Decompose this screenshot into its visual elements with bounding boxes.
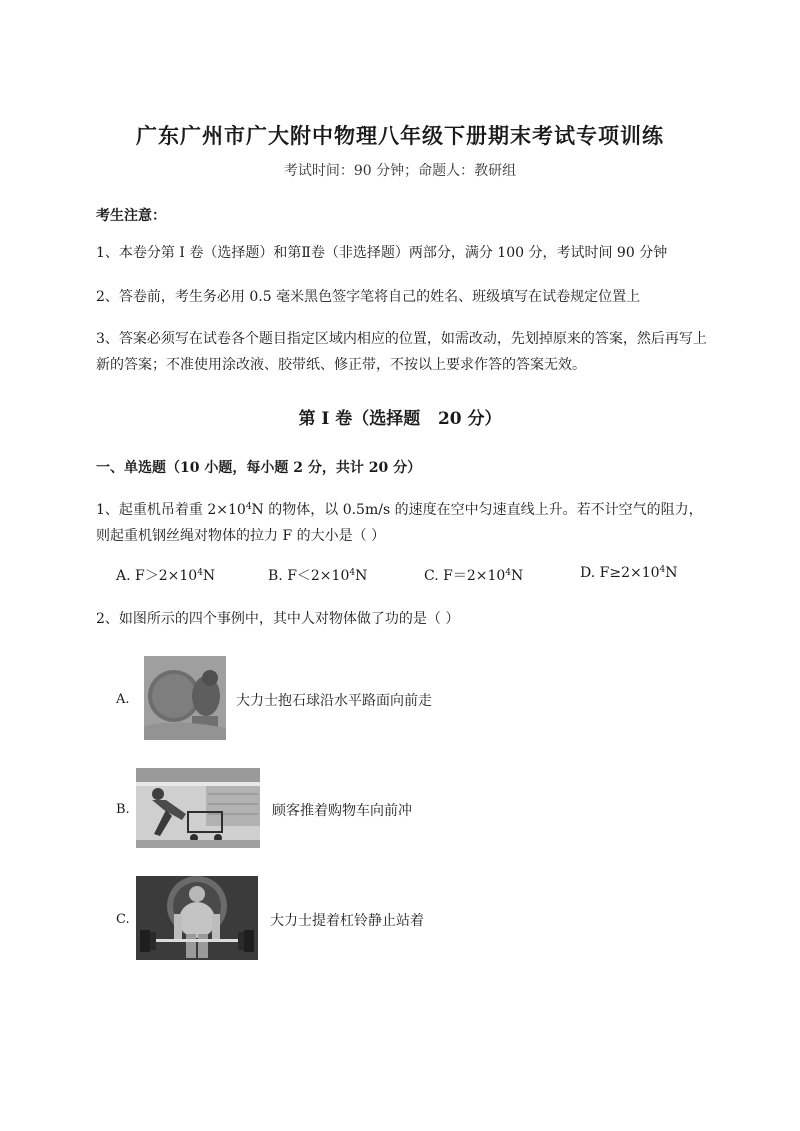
notice-item-1: 1、本卷分第 I 卷（选择题）和第Ⅱ卷（非选择题）两部分，满分 100 分，考试时间 90 分钟 — [96, 245, 668, 261]
option-text: C. F＝2×10 — [424, 568, 506, 584]
customer-pushing-cart-photo — [136, 768, 260, 848]
question-2-option-c-label[interactable]: C. — [116, 912, 130, 927]
option-unit: N — [511, 568, 524, 584]
exponent: 4 — [245, 502, 252, 512]
exponent: 4 — [197, 568, 203, 578]
question-1-option-a[interactable] — [116, 565, 215, 585]
exponent: 4 — [659, 565, 666, 575]
question-2-option-a-caption: 大力士抱石球沿水平路面向前走 — [236, 693, 432, 709]
photo-illustration — [144, 656, 226, 740]
option-unit: N — [202, 568, 216, 584]
option-text: B. F＜2×10 — [268, 568, 350, 584]
question-1-option-c[interactable] — [424, 565, 523, 585]
question-2-option-b-caption: 顾客推着购物车向前冲 — [272, 803, 412, 819]
option-unit: N — [665, 565, 678, 581]
photo-illustration — [136, 768, 260, 848]
option-text: A. F＞2×10 — [116, 568, 198, 584]
question-1-option-b[interactable] — [268, 565, 367, 585]
section-title: 第 I 卷（选择题 20 分） — [298, 409, 502, 429]
notice-item-2: 2、答卷前，考生务必用 0.5 毫米黑色签字笔将自己的姓名、班级填写在试卷规定位置上 — [96, 289, 641, 305]
notice-heading: 考生注意： — [96, 208, 166, 224]
option-unit: N — [355, 568, 368, 584]
photo-illustration — [136, 876, 258, 960]
exponent: 4 — [505, 568, 512, 578]
exponent: 4 — [349, 568, 356, 578]
question-2-option-a-label[interactable]: A. — [116, 692, 130, 707]
question-2-stem: 2、如图所示的四个事例中，其中人对物体做了功的是（ ） — [96, 611, 460, 627]
exam-title: 广东广州市广大附中物理八年级下册期末考试专项训练 — [136, 123, 664, 148]
question-1-stem-pre: 1、起重机吊着重 2×10 — [96, 502, 246, 518]
part-heading: 一、单选题（10 小题，每小题 2 分，共计 20 分） — [96, 460, 422, 476]
option-text: D. F≥2×10 — [580, 565, 660, 581]
question-1-option-d[interactable] — [580, 565, 678, 581]
question-1-stem-post: N 的物体，以 0.5m/s 的速度在空中匀速直线上升。若不计空气的阻力，则起重机钢丝绳对物体的拉力 F 的大小是（ ） — [96, 502, 703, 544]
strongman-carrying-stone-ball-photo — [144, 656, 226, 740]
question-2-option-b-label[interactable]: B. — [116, 802, 130, 817]
question-2-option-c-caption: 大力士提着杠铃静止站着 — [270, 913, 424, 929]
exam-subtitle: 考试时间：90 分钟；命题人：教研组 — [283, 163, 517, 179]
question-1-stem — [96, 494, 711, 549]
strongman-holding-barbell-photo — [136, 876, 258, 960]
notice-item-3: 3、答案必须写在试卷各个题目指定区域内相应的位置，如需改动，先划掉原来的答案，然后再写上新的答案；不准使用涂改液、胶带纸、修正带，不按以上要求作答的答案无效。 — [96, 331, 707, 373]
